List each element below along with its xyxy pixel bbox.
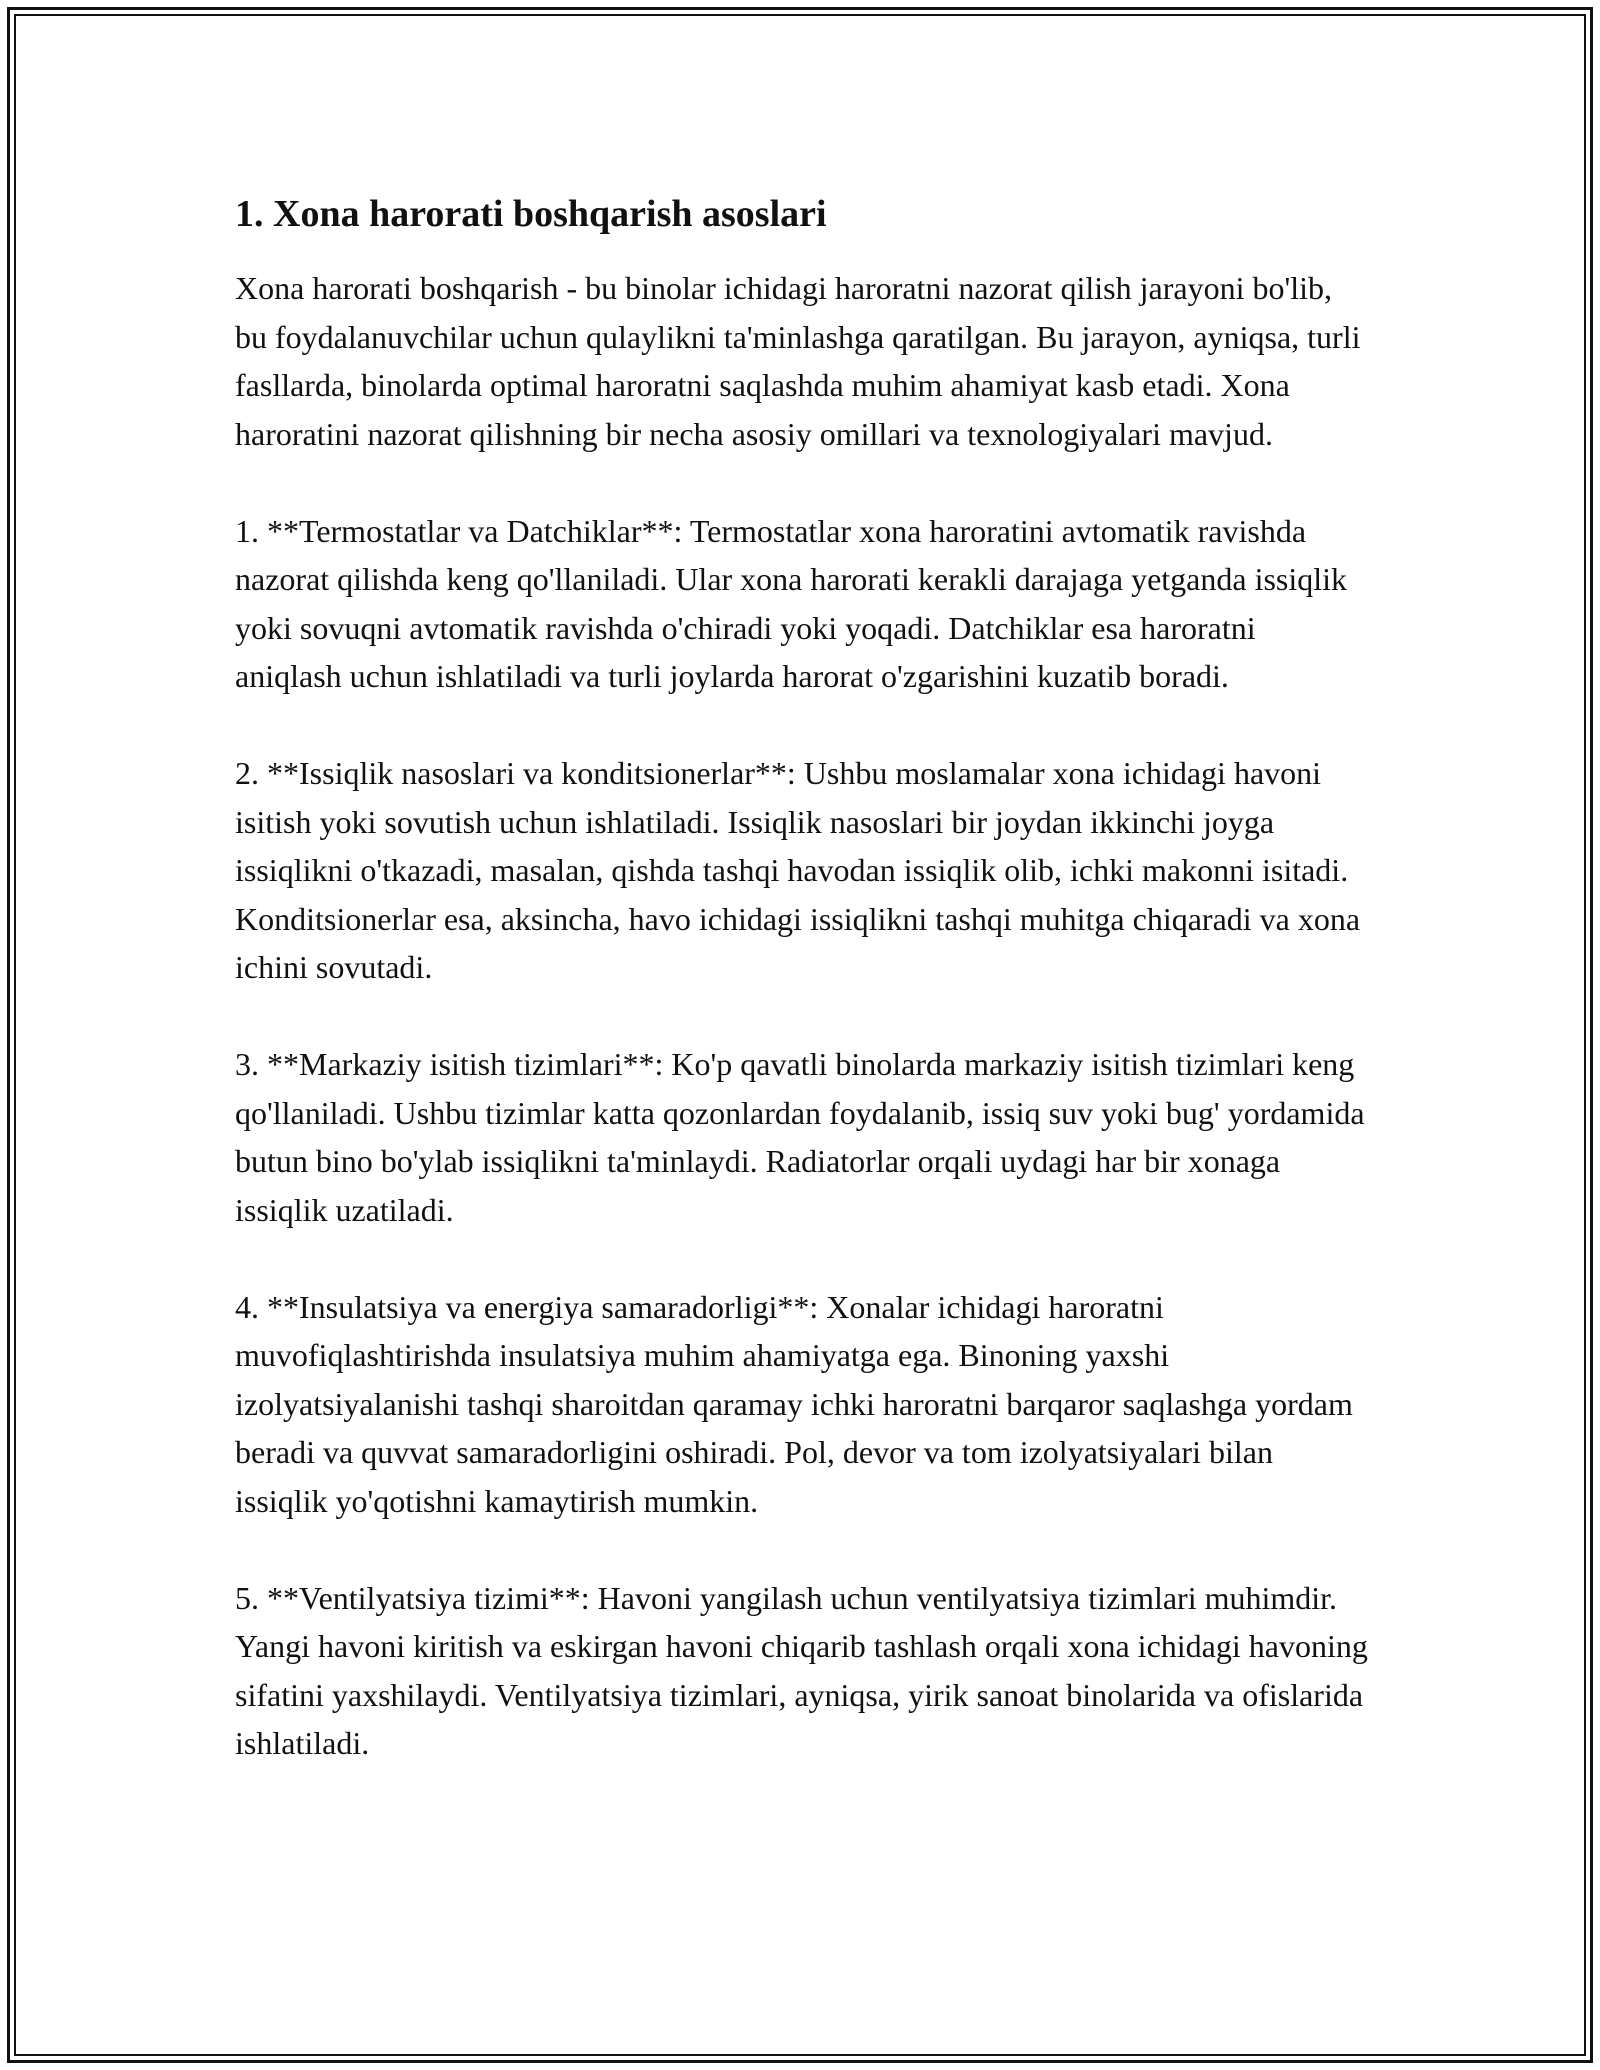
paragraph-issiqlik-nasoslari: 2. **Issiqlik nasoslari va konditsionerlar**: Ushbu moslamalar xona ichidagi havoni isitish yoki sovutish uchun ishlatiladi. Issiqlik nasoslari bir joydan ikkinchi joyga issiqlikni o'tkazadi, masalan, qishda tashqi havodan issiqlik olib, ichki makonni isitadi. Konditsionerlar esa, aksincha, havo ichidagi issiqlikni tashqi muhitga chiqaradi va xona ichini sovutadi. bbox=[235, 755, 1361, 985]
paragraph-termostatlar: 1. **Termostatlar va Datchiklar**: Termostatlar xona haroratini avtomatik ravishda nazorat qilishda keng qo'llaniladi. Ular xona harorati kerakli darajaga yetganda issiqlik yoki sovuqni avtomatik ravishda o'chiradi yoki yoqadi. Datchiklar esa haroratni aniqlash uchun ishlatiladi va turli joylarda harorat o'zgarishini kuzatib boradi. bbox=[235, 512, 1348, 694]
intro-paragraph: Xona harorati boshqarish - bu binolar ichidagi haroratni nazorat qilish jarayoni bo'lib, bu foydalanuvchilar uchun qulaylikni ta'minlashga qaratilgan. Bu jarayon, ayniqsa, turli fasllarda, binolarda optimal haroratni saqlashda muhim ahamiyat kasb etadi. Xona haroratini nazorat qilishning bir necha asosiy omillari va texnologiyalari mavjud. bbox=[235, 270, 1361, 452]
paragraph-ventilyatsiya: 5. **Ventilyatsiya tizimi**: Havoni yangilash uchun ventilyatsiya tizimlari muhimdir. Yangi havoni kiritish va eskirgan havoni chiqarib tashlash orqali xona ichidagi havoning sifatini yaxshilaydi. Ventilyatsiya tizimlari, ayniqsa, yirik sanoat binolarida va ofislarida ishlatiladi. bbox=[235, 1579, 1368, 1761]
document-body bbox=[235, 190, 1370, 1768]
section-heading: 1. Xona harorati boshqarish asoslari bbox=[235, 193, 827, 235]
paragraph-markaziy-isitish: 3. **Markaziy isitish tizimlari**: Ko'p qavatli binolarda markaziy isitish tizimlari keng qo'llaniladi. Ushbu tizimlar katta qozonlardan foydalanib, issiq suv yoki bug' yordamida butun bino bo'ylab issiqlikni ta'minlaydi. Radiatorlar orqali uydagi har bir xonaga issiqlik uzatiladi. bbox=[235, 1046, 1365, 1228]
paragraph-insulatsiya: 4. **Insulatsiya va energiya samaradorligi**: Xonalar ichidagi haroratni muvofiqlashtirishda insulatsiya muhim ahamiyatga ega. Binoning yaxshi izolyatsiyalanishi tashqi sharoitdan qaramay ichki haroratni barqaror saqlashga yordam beradi va quvvat samaradorligini oshiradi. Pol, devor va tom izolyatsiyalari bilan issiqlik yo'qotishni kamaytirish mumkin. bbox=[235, 1288, 1353, 1519]
